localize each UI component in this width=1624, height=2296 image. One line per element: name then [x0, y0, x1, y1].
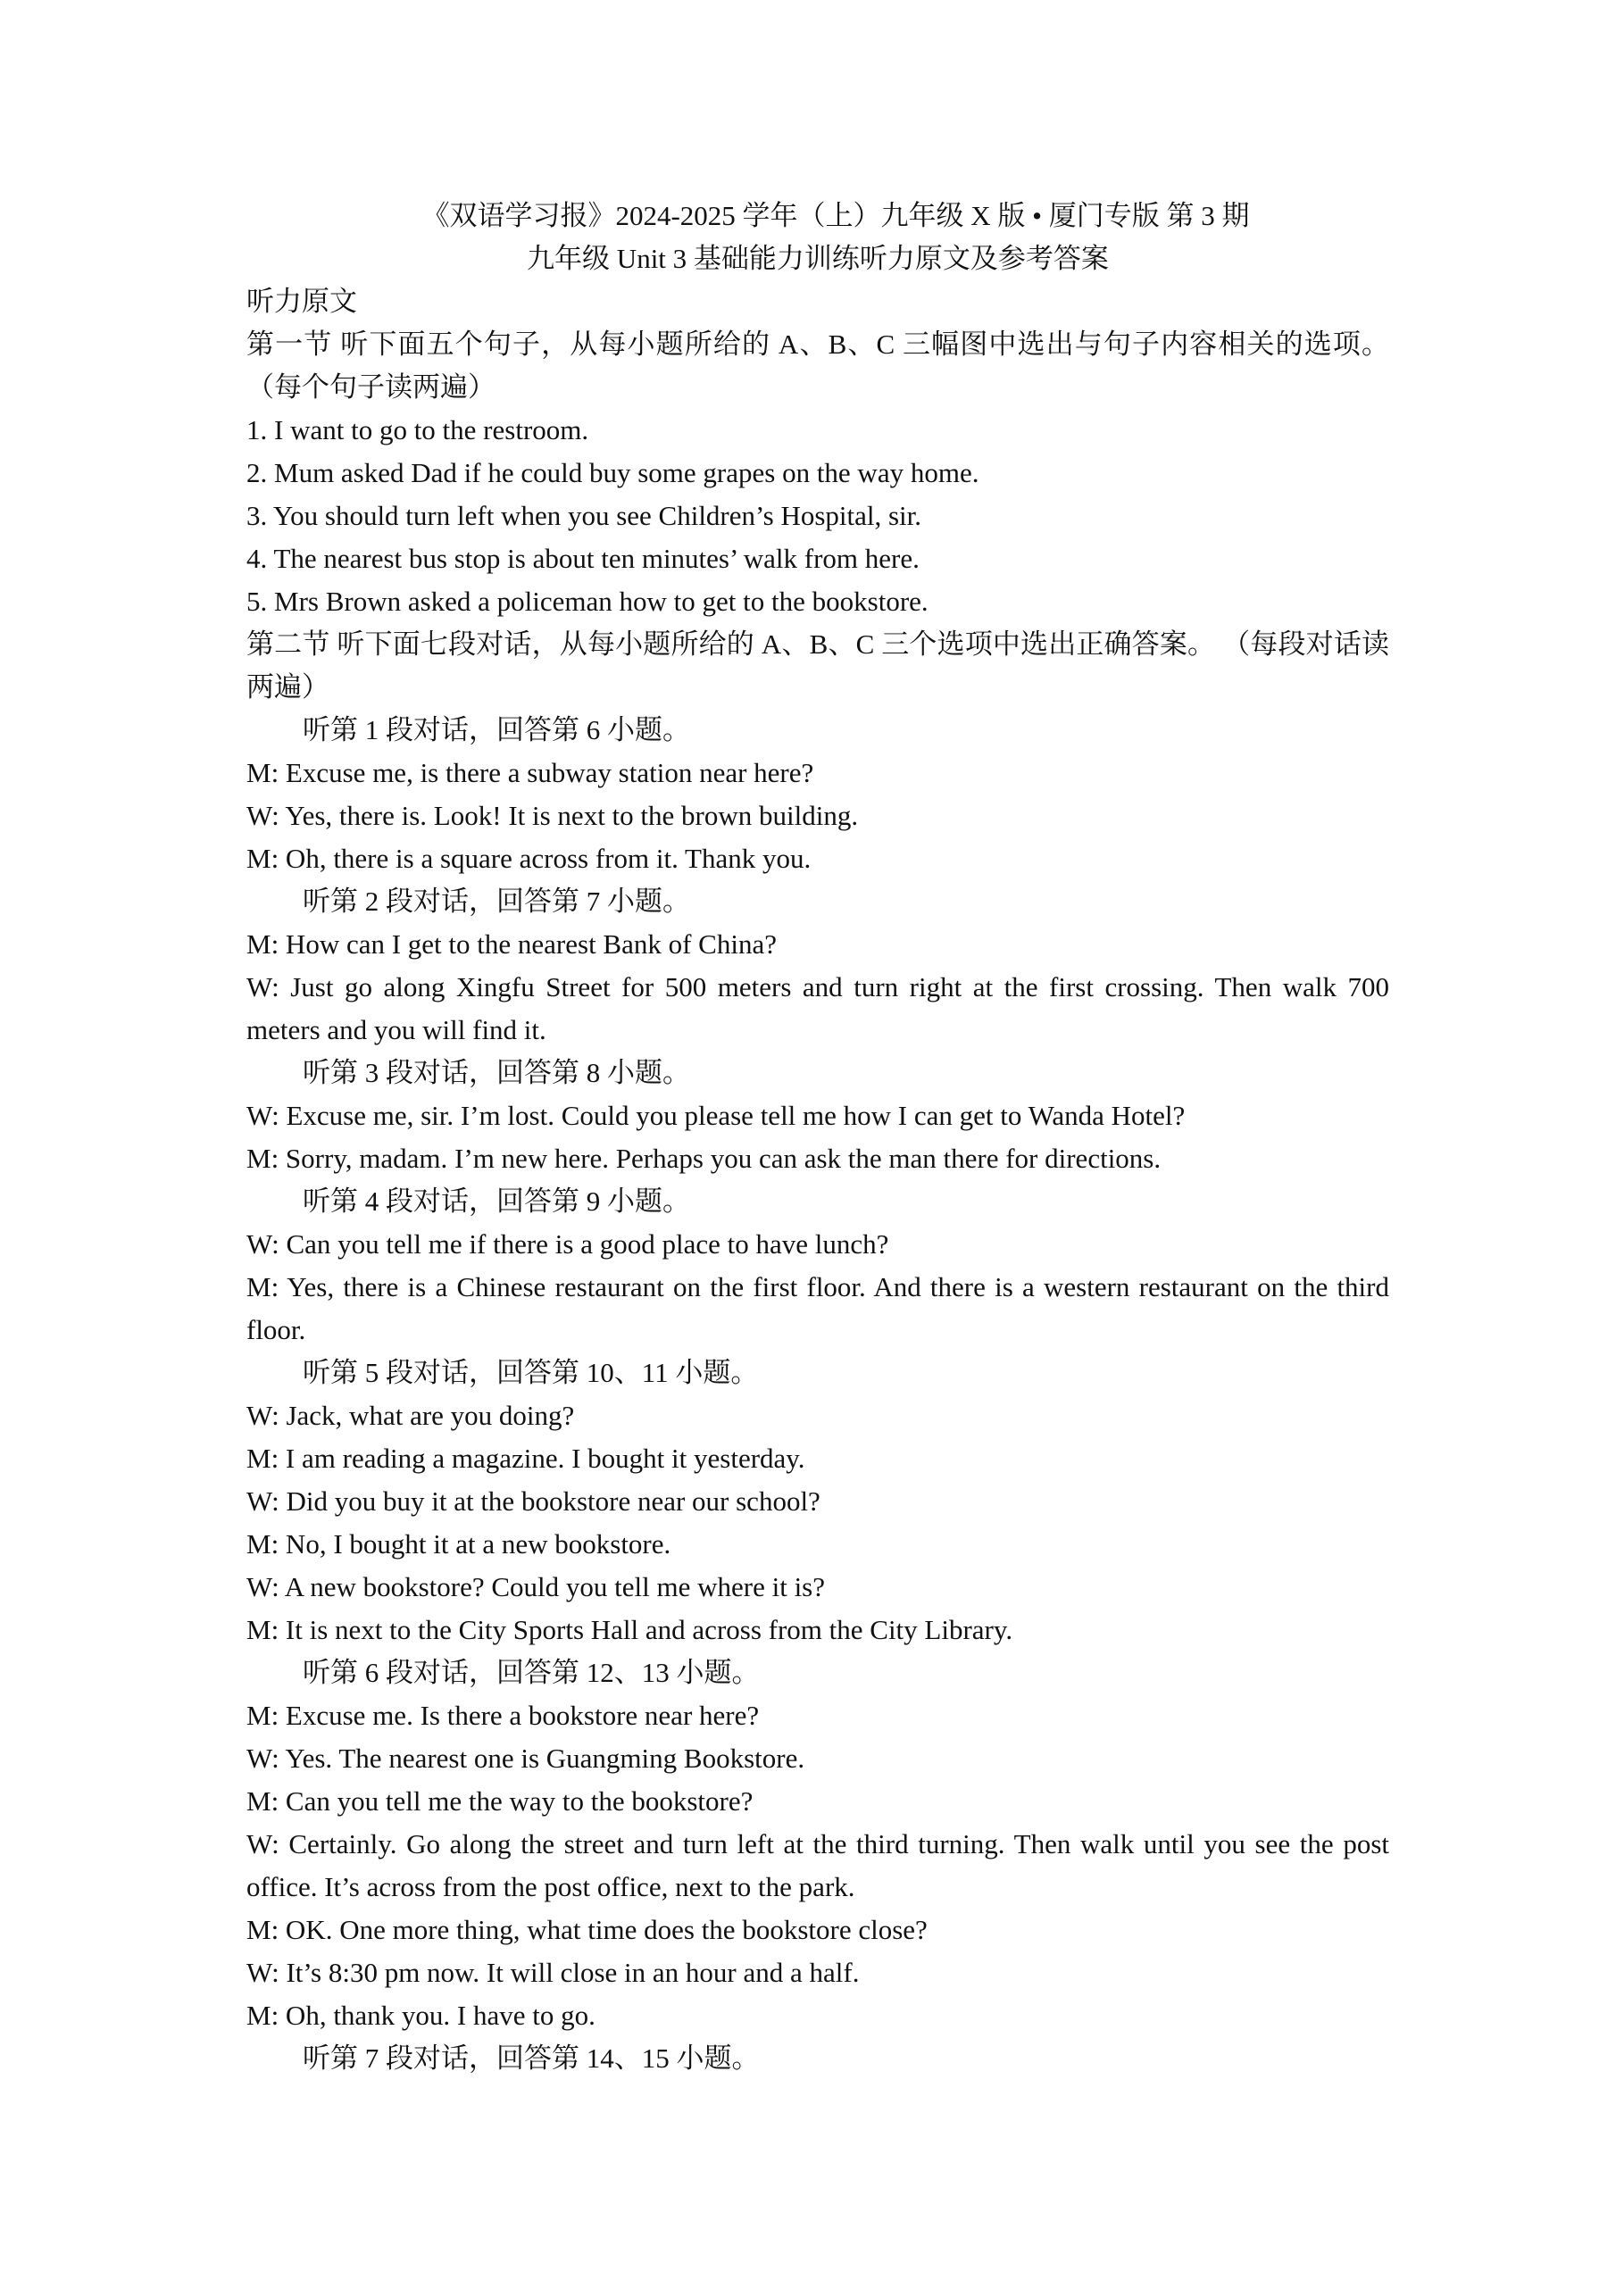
dialogue-1-heading: 听第 1 段对话，回答第 6 小题。	[303, 714, 690, 745]
sentence-3: 3. You should turn left when you see Children’s Hospital, sir.	[246, 500, 922, 531]
sentence-5: 5. Mrs Brown asked a policeman how to get to the bookstore.	[246, 586, 929, 617]
dialogue-line: W: Can you tell me if there is a good place to have lunch?	[246, 1228, 889, 1260]
dialogue-2-heading: 听第 2 段对话，回答第 7 小题。	[303, 886, 690, 917]
dialogue-line: M: Can you tell me the way to the bookstore?	[246, 1785, 754, 1817]
dialogue-line: M: No, I bought it at a new bookstore.	[246, 1528, 671, 1560]
dialogue-line: W: A new bookstore? Could you tell me where it is?	[246, 1571, 826, 1602]
dialogue-line: M: Oh, thank you. I have to go.	[246, 2000, 595, 2031]
document-title: 《双语学习报》2024-2025 学年（上）九年级 X 版 • 厦门专版 第 3 期	[421, 200, 1250, 231]
sentence-2: 2. Mum asked Dad if he could buy some grapes on the way home.	[246, 457, 979, 488]
dialogue-line: W: Certainly. Go along the street and turn left at the third turning. Then walk until you see the post office. It’s across from the post office, next to the park.	[246, 1828, 1389, 1902]
sentence-1: 1. I want to go to the restroom.	[246, 414, 589, 445]
section1-instruction: 第一节 听下面五个句子，从每小题所给的 A、B、C 三幅图中选出与句子内容相关的选项。（每个句子读两遍）	[246, 329, 1389, 403]
dialogue-line: M: I am reading a magazine. I bought it yesterday.	[246, 1443, 805, 1474]
dialogue-line: M: Excuse me. Is there a bookstore near here?	[246, 1700, 760, 1731]
dialogue-line: W: Yes. The nearest one is Guangming Bookstore.	[246, 1743, 805, 1774]
dialogue-7-heading: 听第 7 段对话，回答第 14、15 小题。	[303, 2042, 760, 2074]
dialogue-line: M: It is next to the City Sports Hall and across from the City Library.	[246, 1614, 1013, 1645]
dialogue-4-heading: 听第 4 段对话，回答第 9 小题。	[303, 1185, 690, 1217]
dialogue-line: W: Just go along Xingfu Street for 500 meters and turn right at the first crossing. Then walk 700 meters and you will find it.	[246, 971, 1389, 1045]
dialogue-line: M: Yes, there is a Chinese restaurant on the first floor. And there is a western restaurant on the third floor.	[246, 1271, 1389, 1345]
dialogue-line: M: OK. One more thing, what time does the bookstore close?	[246, 1914, 928, 1945]
dialogue-line: W: Did you buy it at the bookstore near our school?	[246, 1485, 820, 1517]
dialogue-line: M: How can I get to the nearest Bank of China?	[246, 928, 777, 960]
dialogue-line: M: Sorry, madam. I’m new here. Perhaps you can ask the man there for directions.	[246, 1143, 1162, 1174]
dialogue-line: W: Excuse me, sir. I’m lost. Could you please tell me how I can get to Wanda Hotel?	[246, 1100, 1186, 1131]
sentence-4: 4. The nearest bus stop is about ten minutes’ walk from here.	[246, 543, 920, 574]
dialogue-6-heading: 听第 6 段对话，回答第 12、13 小题。	[303, 1657, 760, 1688]
dialogue-3-heading: 听第 3 段对话，回答第 8 小题。	[303, 1057, 690, 1088]
document-page	[246, 195, 1389, 2080]
dialogue-line: M: Oh, there is a square across from it. Thank you.	[246, 843, 812, 874]
dialogue-line: W: Jack, what are you doing?	[246, 1400, 575, 1431]
section2-instruction: 第二节 听下面七段对话，从每小题所给的 A、B、C 三个选项中选出正确答案。 （每段对话读两遍）	[246, 628, 1389, 703]
dialogue-line: M: Excuse me, is there a subway station near here?	[246, 757, 814, 788]
dialogue-line: W: It’s 8:30 pm now. It will close in an hour and a half.	[246, 1957, 860, 1988]
dialogue-line: W: Yes, there is. Look! It is next to the brown building.	[246, 800, 859, 831]
document-subtitle: 九年级 Unit 3 基础能力训练听力原文及参考答案	[527, 243, 1109, 274]
section-heading: 听力原文	[246, 286, 357, 317]
dialogue-5-heading: 听第 5 段对话，回答第 10、11 小题。	[303, 1357, 759, 1388]
